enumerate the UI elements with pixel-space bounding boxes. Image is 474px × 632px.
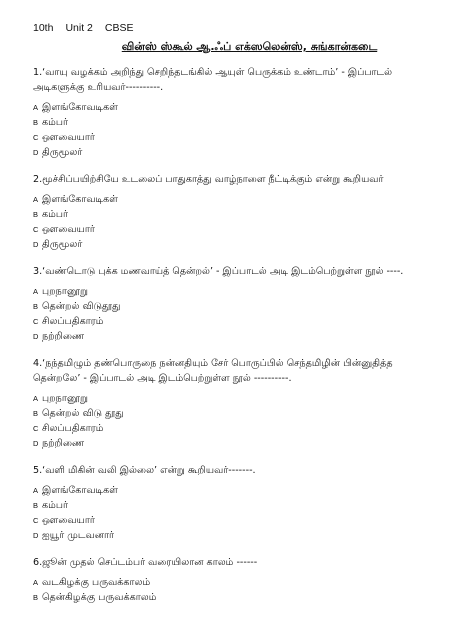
- option-a: [33, 483, 444, 498]
- question-text: [33, 463, 444, 478]
- header-line: [33, 22, 444, 34]
- option-d: [33, 436, 444, 451]
- option-text: ஔவையார்: [42, 224, 95, 235]
- option-c: [33, 222, 444, 237]
- question-list: [33, 65, 444, 605]
- question-text: [33, 172, 444, 187]
- question-2: [33, 172, 444, 252]
- option-c: [33, 421, 444, 436]
- option-text: புறநானூறு: [42, 286, 89, 297]
- question-number: 3.: [33, 266, 43, 277]
- question-6: [33, 555, 444, 605]
- option-letter: A: [33, 195, 39, 204]
- option-d: [33, 329, 444, 344]
- option-letter: D: [33, 240, 39, 249]
- question-text: [33, 356, 444, 386]
- option-text: ஐயூர் முடவனார்: [42, 530, 115, 541]
- option-text: இளங்கோவடிகள்: [42, 194, 118, 205]
- option-letter: B: [33, 118, 39, 127]
- option-a: [33, 192, 444, 207]
- option-letter: B: [33, 210, 39, 219]
- option-letter: D: [33, 531, 39, 540]
- option-text: கம்பர்: [42, 117, 69, 128]
- option-text: கம்பர்: [42, 500, 69, 511]
- board-label: CBSE: [104, 22, 134, 34]
- grade-label: 10th: [33, 22, 54, 34]
- option-d: [33, 528, 444, 543]
- option-letter: C: [33, 424, 39, 433]
- question-number: 4.: [33, 358, 43, 369]
- option-text: நற்றிணை: [42, 331, 85, 342]
- option-letter: D: [33, 439, 39, 448]
- question-4: [33, 356, 444, 451]
- question-5: [33, 463, 444, 543]
- option-b: [33, 590, 444, 605]
- option-b: [33, 498, 444, 513]
- question-line: தென்றலே’ - இப்பாடல் அடி இடம்பெற்றுள்ள நூல் ----------.: [33, 373, 292, 384]
- option-text: கம்பர்: [42, 209, 69, 220]
- option-letter: C: [33, 133, 39, 142]
- option-letter: A: [33, 394, 39, 403]
- question-text: [33, 65, 444, 95]
- unit-label: Unit 2: [65, 22, 93, 34]
- option-letter: A: [33, 486, 39, 495]
- question-3: [33, 264, 444, 344]
- option-text: சிலப்பதிகாரம்: [42, 423, 104, 434]
- option-b: [33, 207, 444, 222]
- option-letter: C: [33, 516, 39, 525]
- question-line: ‘வளி மிகின் வலி இல்லை’ என்று கூறியவர்-------.: [42, 465, 256, 476]
- option-text: தென்கிழக்கு பருவக்காலம்: [42, 592, 157, 603]
- option-c: [33, 513, 444, 528]
- option-text: இளங்கோவடிகள்: [42, 485, 118, 496]
- question-number: 5.: [33, 465, 43, 476]
- question-number: 6.: [33, 557, 43, 568]
- option-letter: A: [33, 103, 39, 112]
- option-b: [33, 299, 444, 314]
- option-letter: C: [33, 225, 39, 234]
- question-line: ஜூன் முதல் செப்டம்பர் வரையிலான காலம் ------: [42, 557, 258, 568]
- option-text: தென்றல் விடுதூது: [42, 301, 121, 312]
- question-1: [33, 65, 444, 160]
- option-letter: B: [33, 302, 39, 311]
- question-line: ‘வாயு வழக்கம் அறிந்து செறிந்தடங்கில் ஆயுள் பெருக்கம் உண்டாம்’ - இப்பாடல்: [42, 67, 393, 78]
- option-c: [33, 130, 444, 145]
- question-number: 2.: [33, 174, 43, 185]
- option-b: [33, 115, 444, 130]
- question-line: மூச்சிப்பயிற்சியே உடலைப் பாதுகாத்து வாழ்நாளை நீட்டிக்கும் என்று கூறியவர்: [42, 174, 384, 185]
- option-b: [33, 406, 444, 421]
- option-letter: B: [33, 409, 39, 418]
- option-text: ஔவையார்: [42, 515, 95, 526]
- question-line: அடிகளுக்கு உரியவர்----------.: [33, 82, 164, 93]
- option-letter: A: [33, 287, 39, 296]
- option-letter: C: [33, 317, 39, 326]
- option-text: வடகிழக்கு பருவக்காலம்: [42, 577, 151, 588]
- option-text: புறநானூறு: [42, 393, 89, 404]
- option-letter: B: [33, 501, 39, 510]
- question-text: [33, 264, 444, 279]
- option-c: [33, 314, 444, 329]
- question-number: 1.: [33, 67, 43, 78]
- option-text: திருமூலர்: [42, 239, 83, 250]
- option-a: [33, 284, 444, 299]
- question-text: [33, 555, 444, 570]
- option-a: [33, 100, 444, 115]
- option-text: சிலப்பதிகாரம்: [42, 316, 104, 327]
- option-text: இளங்கோவடிகள்: [42, 102, 118, 113]
- option-letter: A: [33, 578, 39, 587]
- option-d: [33, 237, 444, 252]
- option-text: நற்றிணை: [42, 438, 85, 449]
- school-title: வின்ஸ் ஸ்கூல் ஆ.ஃப் எக்ஸலென்ஸ், சுங்கான்கடை: [121, 40, 378, 53]
- option-text: ஔவையார்: [42, 132, 95, 143]
- question-line: ‘நந்தமிழும் தண்பொருநை நன்னதியும் சேர் பொருப்பில் செந்தமிழின் பின்னுதித்த: [42, 358, 393, 369]
- option-d: [33, 145, 444, 160]
- option-letter: D: [33, 332, 39, 341]
- option-letter: D: [33, 148, 39, 157]
- option-letter: B: [33, 593, 39, 602]
- option-a: [33, 391, 444, 406]
- option-text: திருமூலர்: [42, 147, 83, 158]
- option-a: [33, 575, 444, 590]
- question-line: ‘வண்டொடு புக்க மணவாய்த் தென்றல்’ - இப்பாடல் அடி இடம்பெற்றுள்ள நூல் ----.: [42, 266, 404, 277]
- option-text: தென்றல் விடு தூது: [42, 408, 124, 419]
